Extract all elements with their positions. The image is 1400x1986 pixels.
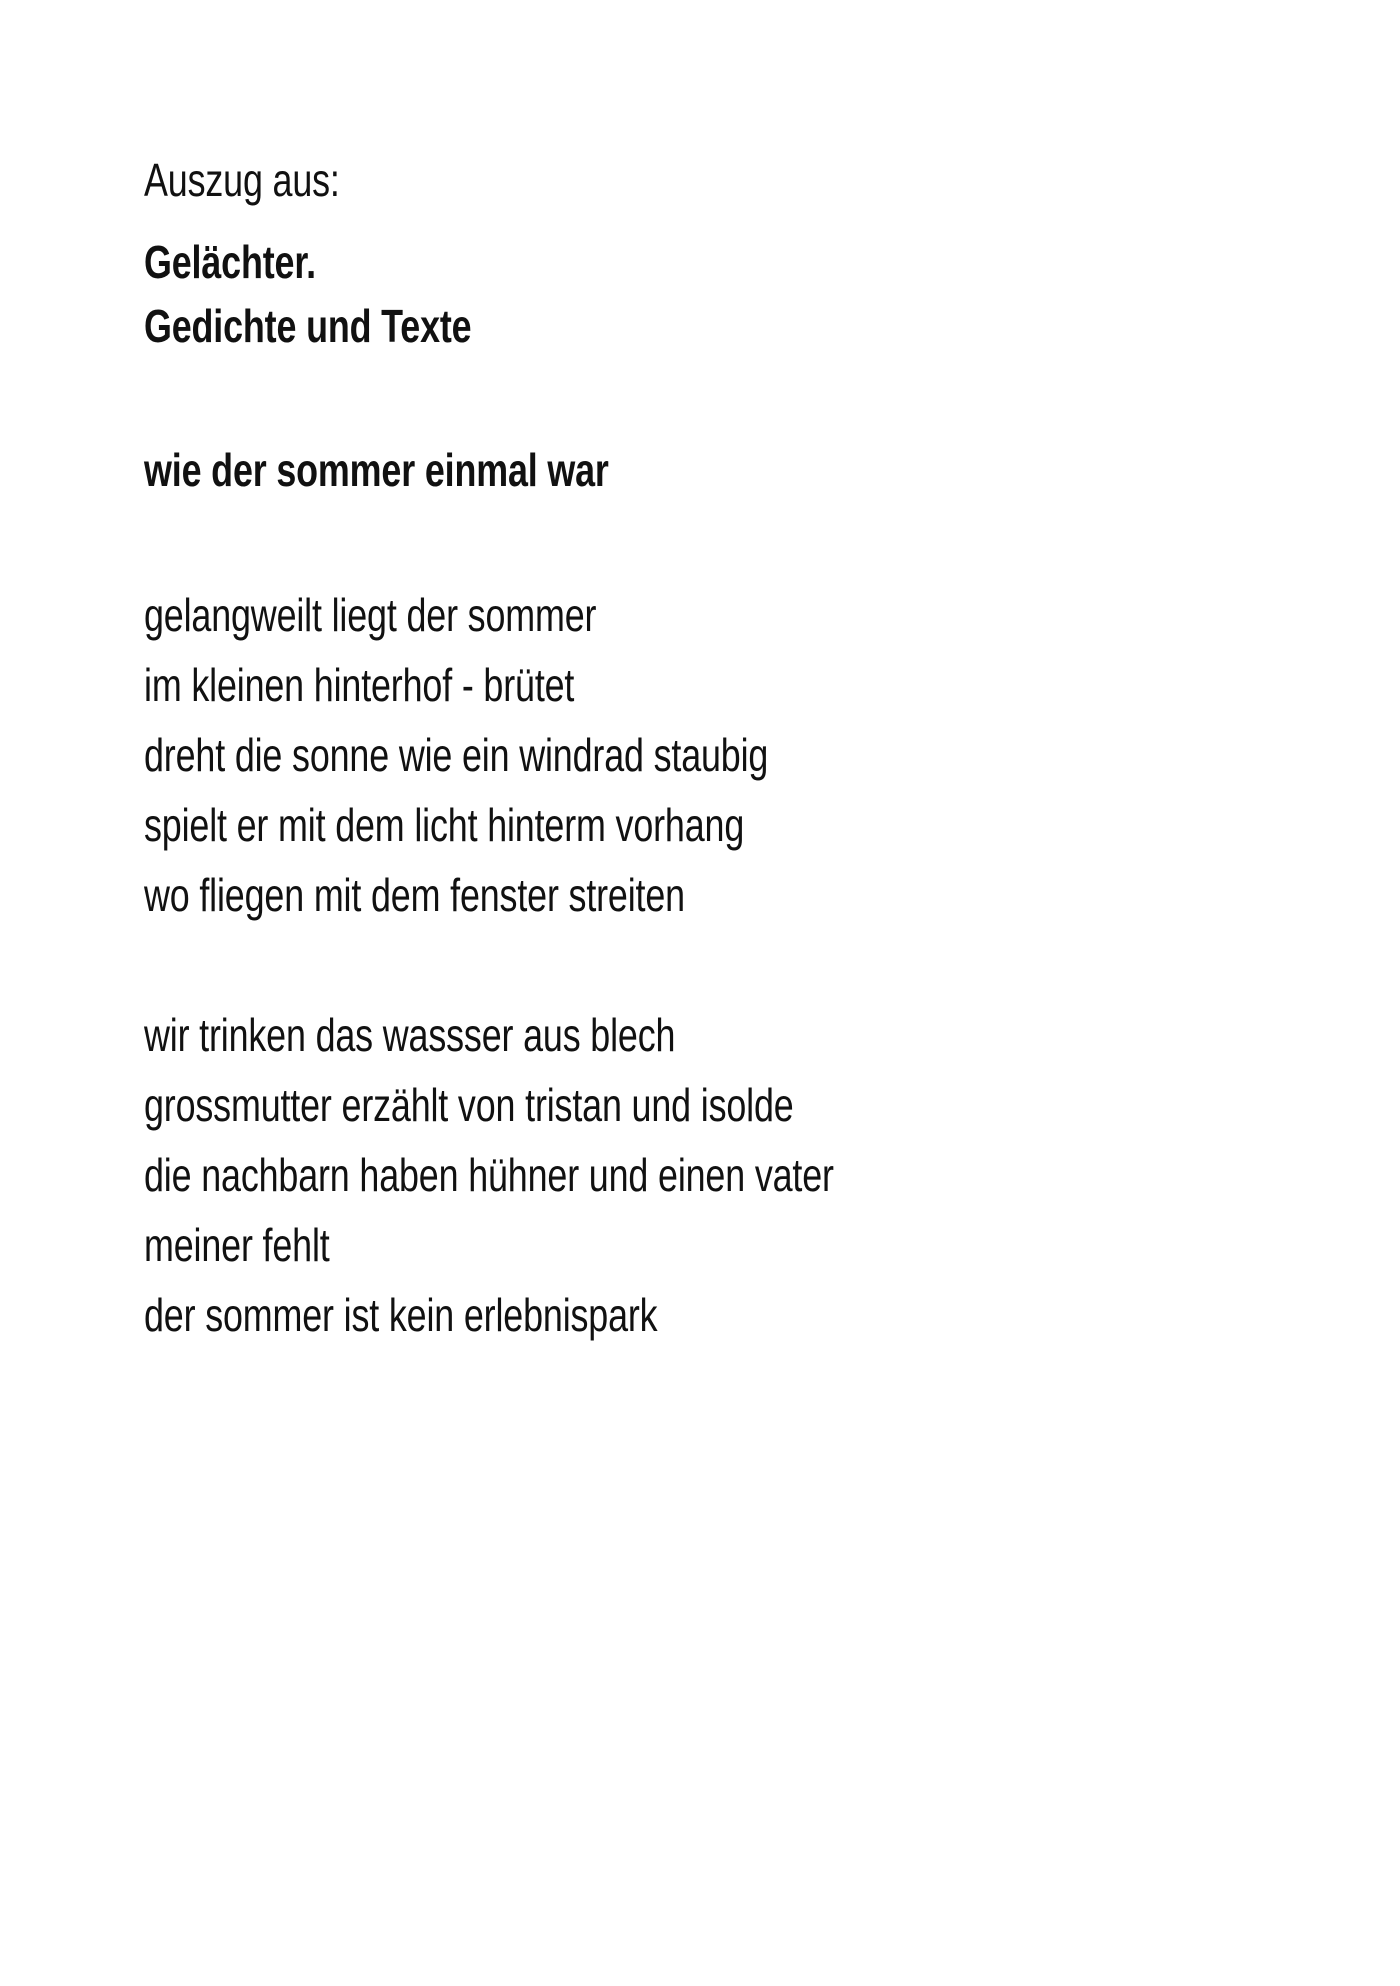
poem-line: gelangweilt liegt der sommer: [144, 589, 597, 641]
poem-line: wo fliegen mit dem fenster streiten: [144, 869, 685, 921]
book-title-line-1: Gelächter.: [144, 236, 316, 288]
poem-stanza-2: [144, 1000, 1244, 1350]
excerpt-intro: Auszug aus:: [144, 154, 340, 206]
poem-line: im kleinen hinterhof - brütet: [144, 659, 575, 711]
poem-line: meiner fehlt: [144, 1219, 330, 1271]
book-title-line-2: Gedichte und Texte: [144, 300, 472, 352]
poem-line: wir trinken das wassser aus blech: [144, 1009, 676, 1061]
poem-line: der sommer ist kein erlebnispark: [144, 1289, 658, 1341]
poem-title: wie der sommer einmal war: [144, 444, 609, 496]
document-page: [144, 150, 1244, 1350]
poem-line: grossmutter erzählt von tristan und isolde: [144, 1079, 794, 1131]
poem-line: die nachbarn haben hühner und einen vater: [144, 1149, 834, 1201]
poem-line: spielt er mit dem licht hinterm vorhang: [144, 799, 745, 851]
poem-line: dreht die sonne wie ein windrad staubig: [144, 729, 769, 781]
poem-stanza-1: [144, 580, 1244, 930]
